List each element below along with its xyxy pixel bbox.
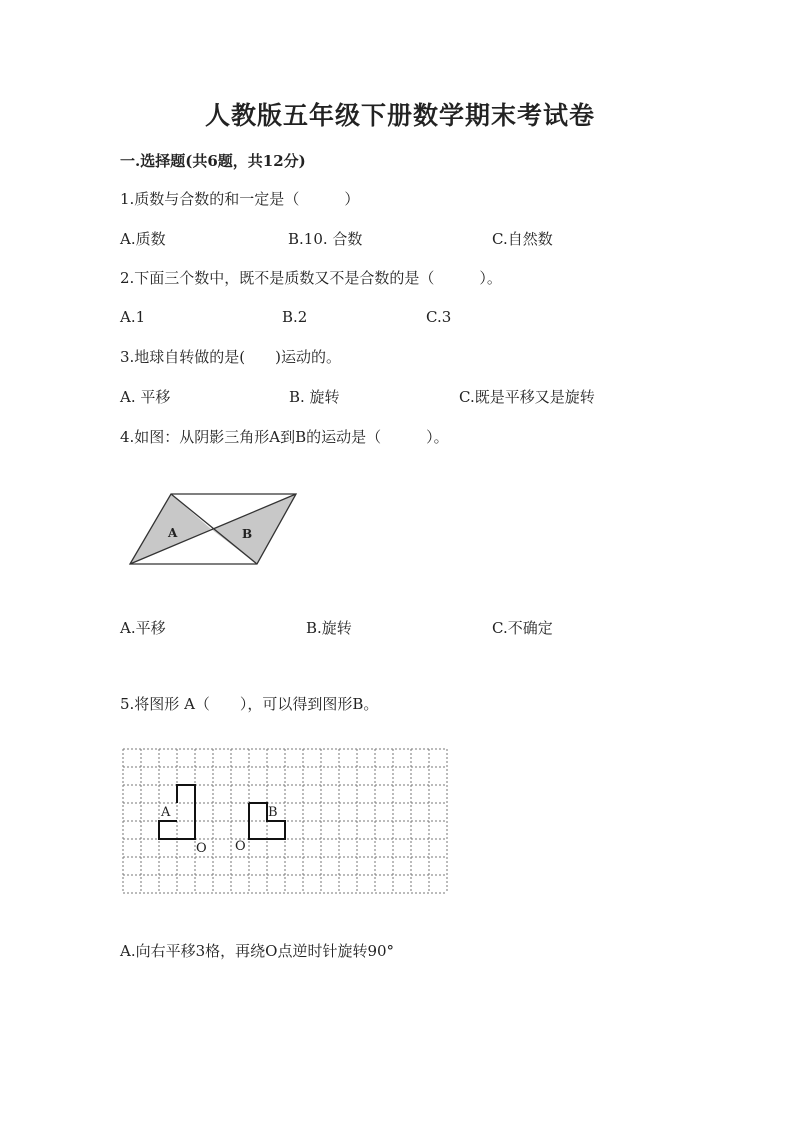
- q1-option-a[interactable]: A.质数: [120, 230, 166, 248]
- q1-option-b[interactable]: B.10. 合数: [288, 230, 363, 248]
- grid-label-a: A: [161, 805, 171, 820]
- q4-option-b[interactable]: B.旋转: [306, 619, 352, 637]
- q4-option-a[interactable]: A.平移: [120, 619, 166, 637]
- question-4: 4.如图：从阴影三角形A到B的运动是（ ）。: [120, 428, 449, 446]
- section-heading: 一.选择题(共6题，共12分): [120, 152, 306, 170]
- q2-option-c[interactable]: C.3: [426, 308, 452, 326]
- q3-option-b[interactable]: B. 旋转: [289, 388, 340, 406]
- question-3: 3.地球自转做的是( )运动的。: [120, 348, 342, 366]
- q3-option-a[interactable]: A. 平移: [120, 388, 171, 406]
- grid-label-o-right: O: [235, 839, 246, 854]
- question-1: 1.质数与合数的和一定是（ ）: [120, 190, 360, 208]
- q3-option-c[interactable]: C.既是平移又是旋转: [459, 388, 595, 406]
- q2-option-b[interactable]: B.2: [282, 308, 308, 326]
- question-5: 5.将图形 A（ ），可以得到图形B。: [120, 695, 379, 713]
- grid-figure: [120, 746, 448, 896]
- grid-label-b: B: [268, 805, 278, 820]
- question-2: 2.下面三个数中，既不是质数又不是合数的是（ ）。: [120, 269, 502, 287]
- parallelogram-figure: [125, 490, 305, 570]
- grid-label-o-left: O: [196, 841, 207, 856]
- q1-option-c[interactable]: C.自然数: [492, 230, 553, 248]
- q5-option-a[interactable]: A.向右平移3格，再绕O点逆时针旋转90°: [120, 942, 395, 960]
- q2-option-a[interactable]: A.1: [120, 308, 146, 326]
- q4-option-c[interactable]: C.不确定: [492, 619, 553, 637]
- figure-label-b: B: [242, 527, 253, 541]
- figure-label-a: A: [168, 526, 178, 540]
- page-title: 人教版五年级下册数学期末考试卷: [204, 101, 595, 130]
